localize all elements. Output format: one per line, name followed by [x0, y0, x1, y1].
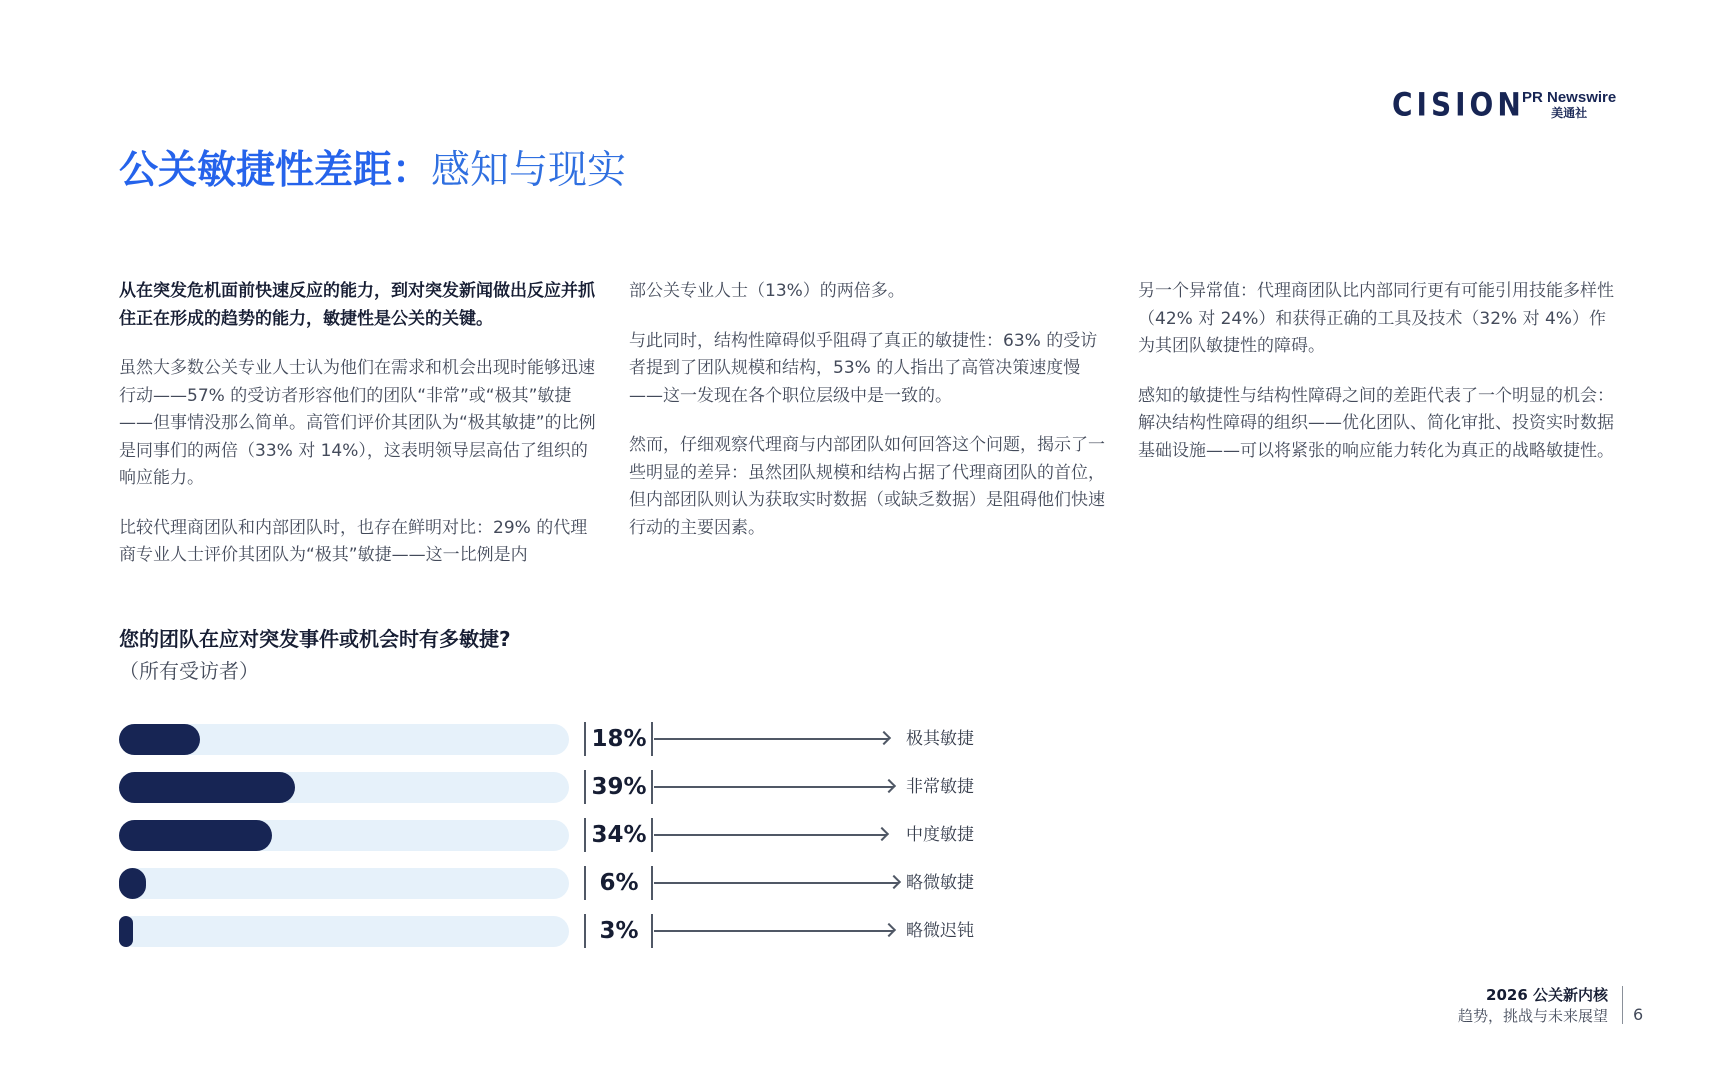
bar-category-label: 极其敏捷 [906, 729, 974, 749]
bar-value-label: 6% [599, 870, 639, 896]
page-title-light: 感知与现实 [431, 148, 627, 193]
bar-track [119, 868, 569, 899]
arrow-right-icon [654, 738, 889, 740]
text-column-2 [629, 278, 1111, 564]
body-paragraph: 然而，仔细观察代理商与内部团队如何回答这个问题，揭示了一些明显的差异：虽然团队规模和结构占据了代理商团队的首位，但内部团队则认为获取实时数据（或缺乏数据）是阻碍他们快速行动的主要因素。 [629, 435, 1105, 538]
divider-line [651, 722, 653, 756]
prnewswire-logo-en: PR Newswire [1522, 89, 1617, 106]
divider-line [584, 914, 586, 948]
arrow-right-icon [654, 786, 894, 788]
bar-fill [119, 868, 146, 899]
arrow-right-icon [654, 834, 887, 836]
bar-value-label: 18% [591, 726, 647, 752]
divider-line [651, 914, 653, 948]
chart-question-title: 您的团队在应对突发事件或机会时有多敏捷? [119, 627, 511, 651]
cision-logo: CISION [1392, 85, 1525, 124]
bar-fill [119, 916, 133, 947]
chart-row-4 [119, 914, 1019, 948]
bar-track [119, 772, 569, 803]
divider-line [651, 770, 653, 804]
text-column-1 [119, 278, 601, 592]
bar-category-label: 略微迟钝 [906, 921, 974, 941]
bar-category-label: 略微敏捷 [906, 873, 974, 893]
chart-row-0 [119, 722, 1019, 756]
footer-report-title: 2026 公关新内核 [1486, 986, 1608, 1004]
body-paragraph: 比较代理商团队和内部团队时，也存在鲜明对比：29% 的代理商专业人士评价其团队为“极其”敏捷——这一比例是内 [119, 517, 588, 565]
bar-track [119, 724, 569, 755]
chart-row-1 [119, 770, 1019, 804]
bar-value-label: 3% [599, 918, 639, 944]
page-number: 6 [1633, 1005, 1644, 1024]
divider-line [584, 770, 586, 804]
bar-value-label: 39% [591, 774, 647, 800]
chart-row-2 [119, 818, 1019, 852]
bar-fill [119, 820, 272, 851]
page-title [119, 146, 626, 196]
bar-fill [119, 772, 295, 803]
divider-line [584, 866, 586, 900]
chart-question-subtitle: （所有受访者） [119, 659, 259, 683]
bar-category-label: 中度敏捷 [906, 825, 974, 845]
body-paragraph: 另一个异常值：代理商团队比内部同行更有可能引用技能多样性（42% 对 24%）和获得正确的工具及技术（32% 对 4%）作为其团队敏捷性的障碍。 [1138, 281, 1614, 356]
page-title-bold: 公关敏捷性差距： [119, 148, 432, 193]
divider-line [651, 818, 653, 852]
divider-line [584, 818, 586, 852]
prnewswire-logo [1522, 90, 1616, 121]
body-paragraph: 感知的敏捷性与结构性障碍之间的差距代表了一个明显的机会：解决结构性障碍的组织——优化团队、简化审批、投资实时数据基础设施——可以将紧张的响应能力转化为真正的战略敏捷性。 [1138, 385, 1614, 461]
prnewswire-logo-cn: 美通社 [1551, 106, 1588, 120]
text-column-3 [1138, 278, 1620, 487]
arrow-right-icon [654, 882, 899, 884]
chart-row-3 [119, 866, 1019, 900]
arrow-right-icon [654, 930, 894, 932]
lead-paragraph: 从在突发危机面前快速反应的能力，到对突发新闻做出反应并抓住正在形成的趋势的能力，敏捷性是公关的关键。 [119, 281, 595, 329]
body-paragraph: 与此同时，结构性障碍似乎阻碍了真正的敏捷性：63% 的受访者提到了团队规模和结构，53% 的人指出了高管决策速度慢——这一发现在各个职位层级中是一致的。 [629, 330, 1098, 406]
bar-category-label: 非常敏捷 [906, 777, 974, 797]
footer-report-subtitle: 趋势，挑战与未来展望 [1457, 1007, 1608, 1025]
body-paragraph: 虽然大多数公关专业人士认为他们在需求和机会出现时能够迅速行动——57% 的受访者形容他们的团队“非常”或“极其”敏捷——但事情没那么简单。高管们评价其团队为“极其敏捷”的比例是同事们的两倍（33% 对 14%），这表明领导层高估了组织的响应能力。 [119, 358, 596, 488]
divider-line [651, 866, 653, 900]
bar-fill [119, 724, 200, 755]
body-paragraph: 部公关专业人士（13%）的两倍多。 [629, 281, 905, 301]
divider-line [584, 722, 586, 756]
footer-divider [1622, 986, 1623, 1024]
bar-value-label: 34% [591, 822, 647, 848]
bar-track [119, 820, 569, 851]
bar-track [119, 916, 569, 947]
